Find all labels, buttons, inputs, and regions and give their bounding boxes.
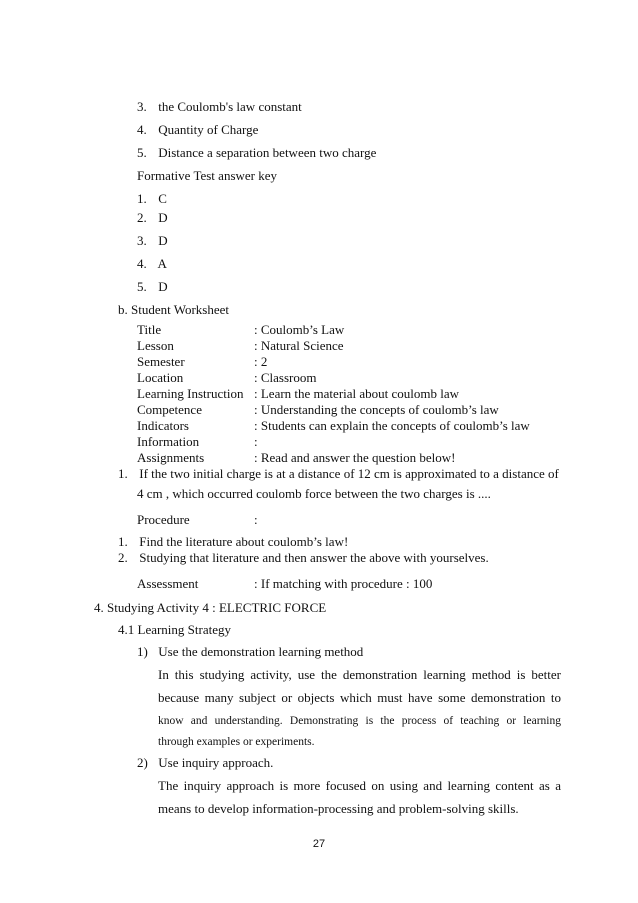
answer-key-heading: Formative Test answer key bbox=[137, 168, 278, 183]
procedure-label: Procedure bbox=[137, 512, 190, 527]
worksheet-label: Indicators bbox=[137, 418, 189, 433]
list-item: 1) Use the demonstration learning method bbox=[137, 644, 364, 659]
list-item: 1. Find the literature about coulomb’s law! bbox=[118, 534, 349, 549]
paragraph-line: know and understanding. Demonstrating is the process of teaching or learning bbox=[158, 715, 561, 727]
list-item: 2. D bbox=[137, 210, 168, 225]
paragraph-line: because many subject or objects which must have some demonstration to bbox=[158, 690, 561, 705]
list-item: 3. D bbox=[137, 233, 168, 248]
worksheet-value: : Classroom bbox=[254, 370, 317, 385]
worksheet-label: Title bbox=[137, 322, 162, 337]
worksheet-label: Lesson bbox=[137, 338, 174, 353]
worksheet-value: : 2 bbox=[254, 354, 268, 369]
list-item: 4. A bbox=[137, 256, 167, 271]
paragraph-line: In this studying activity, use the demonstration learning method is better bbox=[158, 667, 561, 682]
worksheet-label: Assignments bbox=[137, 450, 205, 465]
worksheet-question: 1. If the two initial charge is at a distance of 12 cm is approximated to a distance of bbox=[118, 466, 559, 481]
worksheet-value: : Understanding the concepts of coulomb’s law bbox=[254, 402, 499, 417]
section-heading: 4. Studying Activity 4 : ELECTRIC FORCE bbox=[94, 600, 327, 615]
paragraph-line: means to develop information-processing and problem-solving skills. bbox=[158, 801, 519, 816]
worksheet-label: Competence bbox=[137, 402, 202, 417]
worksheet-heading: b. Student Worksheet bbox=[118, 302, 230, 317]
worksheet-value: : Coulomb’s Law bbox=[254, 322, 345, 337]
list-item: 4. Quantity of Charge bbox=[137, 122, 259, 137]
worksheet-label: Information bbox=[137, 434, 200, 449]
assessment-value: : If matching with procedure : 100 bbox=[254, 576, 433, 591]
worksheet-label: Semester bbox=[137, 354, 185, 369]
worksheet-value: : Read and answer the question below! bbox=[254, 450, 456, 465]
worksheet-value: : Natural Science bbox=[254, 338, 344, 353]
list-item: 3. the Coulomb's law constant bbox=[137, 99, 302, 114]
worksheet-label: Location bbox=[137, 370, 184, 385]
worksheet-question-cont: 4 cm , which occurred coulomb force between the two charges is .... bbox=[137, 486, 491, 501]
paragraph-line: through examples or experiments. bbox=[158, 736, 315, 748]
page-number: 27 bbox=[312, 838, 326, 850]
list-item: 5. Distance a separation between two charge bbox=[137, 145, 377, 160]
list-item: 5. D bbox=[137, 279, 168, 294]
worksheet-value: : Learn the material about coulomb law bbox=[254, 386, 460, 401]
paragraph-line: The inquiry approach is more focused on using and learning content as a bbox=[158, 778, 561, 793]
list-item: 2) Use inquiry approach. bbox=[137, 755, 274, 770]
list-item: 2. Studying that literature and then answer the above with yourselves. bbox=[118, 550, 489, 565]
subsection-heading: 4.1 Learning Strategy bbox=[118, 622, 231, 637]
assessment-label: Assessment bbox=[137, 576, 199, 591]
worksheet-value: : Students can explain the concepts of coulomb’s law bbox=[254, 418, 530, 433]
procedure-value: : bbox=[254, 512, 258, 527]
list-item: 1. C bbox=[137, 191, 167, 206]
worksheet-label: Learning Instruction bbox=[137, 386, 244, 401]
worksheet-value: : bbox=[254, 434, 258, 449]
